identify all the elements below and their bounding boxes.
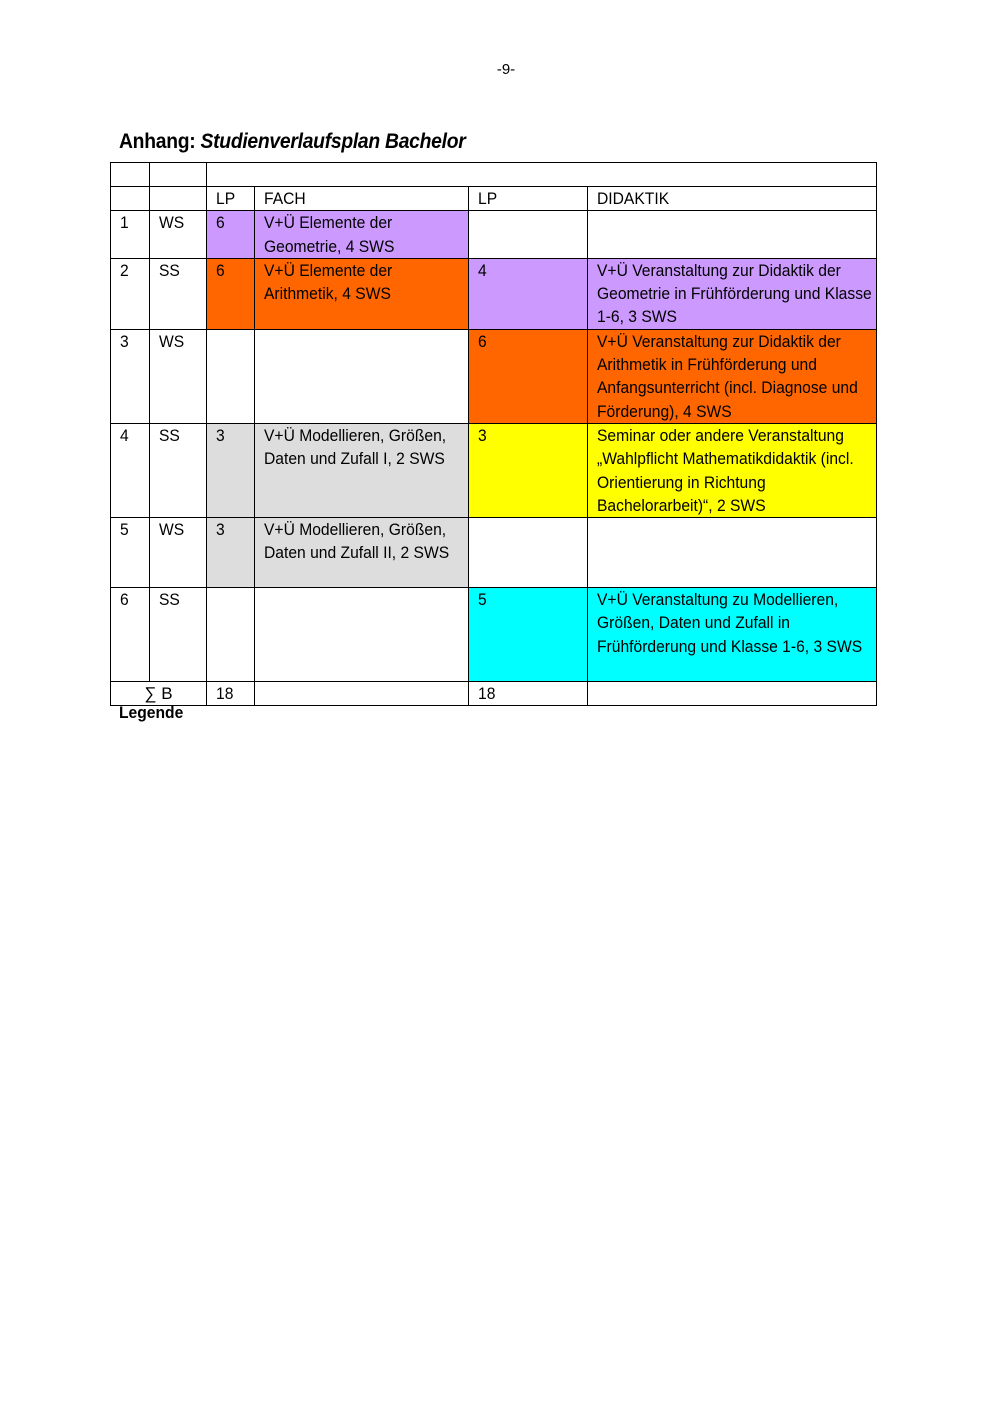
table-header-row [111, 187, 877, 211]
table-cell [111, 187, 150, 211]
title-prefix: Anhang: [119, 130, 196, 153]
sum-label: ∑ B [111, 682, 207, 706]
header-lp-fach: LP [207, 187, 255, 211]
didaktik-cell [588, 518, 877, 588]
semester-term: SS [150, 258, 207, 329]
table-row [111, 518, 877, 588]
semester-number: 3 [111, 329, 150, 423]
didaktik-cell: Seminar oder andere Veranstaltung „Wahlpflicht Mathematikdidaktik (incl. Orientierung in Richtung Bachelorarbeit)“, 2 SWS [588, 423, 877, 517]
table-cell [588, 682, 877, 706]
table-row [111, 423, 877, 517]
fach-cell [255, 329, 469, 423]
sum-lp-fach: 18 [207, 682, 255, 706]
didaktik-cell: V+Ü Veranstaltung zur Didaktik der Geometrie in Frühförderung und Klasse 1-6, 3 SWS [588, 258, 877, 329]
lp-fach-cell: 3 [207, 423, 255, 517]
table-row [111, 329, 877, 423]
semester-number: 2 [111, 258, 150, 329]
lp-didaktik-cell [469, 211, 588, 259]
semester-number: 6 [111, 588, 150, 682]
lp-didaktik-cell: 5 [469, 588, 588, 682]
lp-fach-cell: 3 [207, 518, 255, 588]
header-didaktik: DIDAKTIK [588, 187, 877, 211]
table-cell [150, 187, 207, 211]
study-plan-table [110, 162, 877, 706]
header-lp-didaktik: LP [469, 187, 588, 211]
table-cell [255, 682, 469, 706]
lp-didaktik-cell: 4 [469, 258, 588, 329]
semester-term: WS [150, 329, 207, 423]
title-main: Studienverlaufsplan Bachelor [200, 130, 466, 153]
page-title [119, 130, 465, 154]
lp-fach-cell: 6 [207, 211, 255, 259]
header-fach: FACH [255, 187, 469, 211]
lp-didaktik-cell [469, 518, 588, 588]
table-row-spacer [111, 163, 877, 187]
sum-row [111, 682, 877, 706]
table-row [111, 211, 877, 259]
lp-didaktik-cell: 6 [469, 329, 588, 423]
fach-cell: V+Ü Modellieren, Größen, Daten und Zufall II, 2 SWS [255, 518, 469, 588]
legend-label: Legende [119, 703, 184, 722]
sum-lp-didaktik: 18 [469, 682, 588, 706]
semester-term: WS [150, 211, 207, 259]
semester-term: SS [150, 588, 207, 682]
table-cell [111, 163, 150, 187]
lp-didaktik-cell: 3 [469, 423, 588, 517]
fach-cell: V+Ü Elemente der Arithmetik, 4 SWS [255, 258, 469, 329]
lp-fach-cell [207, 588, 255, 682]
semester-term: SS [150, 423, 207, 517]
page-number: -9- [496, 61, 516, 78]
lp-fach-cell: 6 [207, 258, 255, 329]
table-row [111, 258, 877, 329]
table-row [111, 588, 877, 682]
semester-term: WS [150, 518, 207, 588]
didaktik-cell: V+Ü Veranstaltung zur Didaktik der Arithmetik in Frühförderung und Anfangsunterricht (incl. Diagnose und Förderung), 4 SWS [588, 329, 877, 423]
fach-cell: V+Ü Modellieren, Größen, Daten und Zufall I, 2 SWS [255, 423, 469, 517]
fach-cell: V+Ü Elemente der Geometrie, 4 SWS [255, 211, 469, 259]
table-cell [150, 163, 207, 187]
semester-number: 1 [111, 211, 150, 259]
didaktik-cell [588, 211, 877, 259]
table-cell [207, 163, 877, 187]
lp-fach-cell [207, 329, 255, 423]
fach-cell [255, 588, 469, 682]
semester-number: 4 [111, 423, 150, 517]
semester-number: 5 [111, 518, 150, 588]
didaktik-cell: V+Ü Veranstaltung zu Modellieren, Größen, Daten und Zufall in Frühförderung und Klasse 1-6, 3 SWS [588, 588, 877, 682]
